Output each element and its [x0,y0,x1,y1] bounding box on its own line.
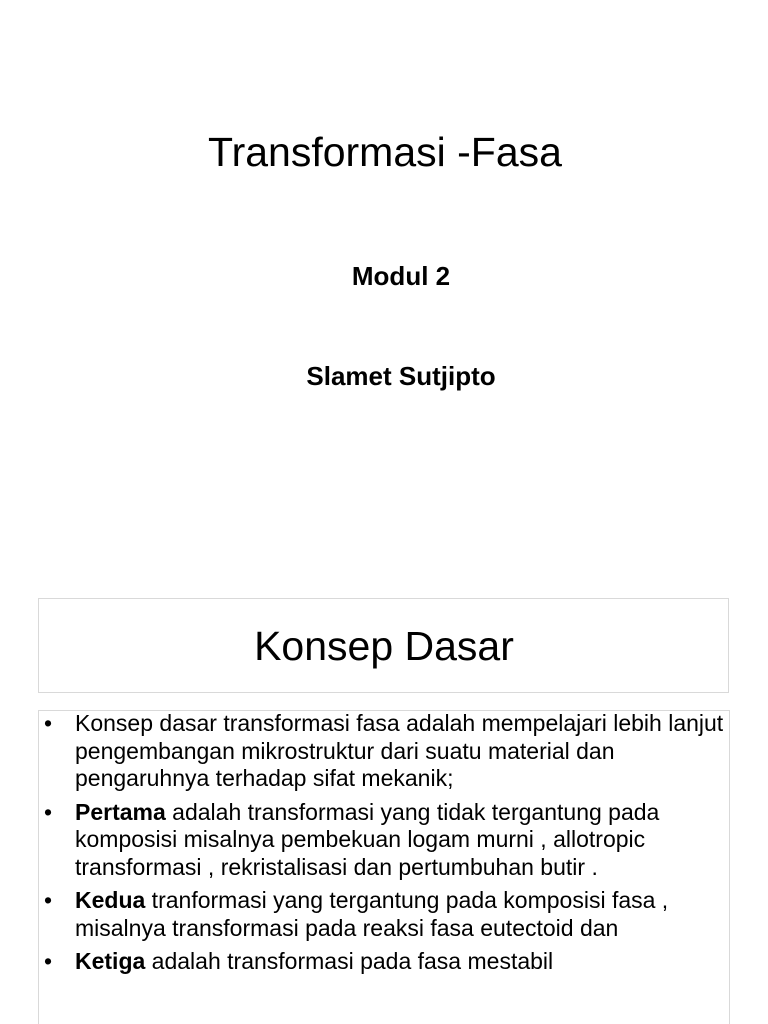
section-title: Konsep Dasar [254,623,514,669]
bullet-icon: • [44,887,53,913]
bullet-icon: • [44,710,53,736]
bullet-text: Konsep dasar transformasi fasa adalah mempelajari lebih lanjut pengembangan mikrostruktur dari suatu material dan pengaruhnya terhadap sifat mekanik; [75,710,724,791]
slide-title: Transformasi -Fasa [208,129,562,175]
bullet-text: adalah transformasi pada fasa mestabil [145,948,554,974]
bullet-text: adalah transformasi yang tidak tergantung pada komposisi misalnya pembekuan logam murni , allotropic transformasi , rekristalisasi dan pertumbuhan butir . [75,798,660,880]
author-name: Slamet Sutjipto [306,361,496,391]
bullet-lead: Pertama [75,798,166,825]
bullet-lead: Kedua [75,887,146,913]
module-label: Modul 2 [351,261,451,291]
bullet-icon: • [44,798,53,825]
bullet-icon: • [44,948,53,974]
bullet-lead: Ketiga [75,948,146,974]
bullet-item [44,948,728,976]
bullet-item [44,799,728,882]
bullet-text: tranformasi yang tergantung pada komposisi fasa , misalnya transformasi pada reaksi fasa eutectoid dan [75,887,669,941]
bullet-list [44,710,728,982]
bullet-item [44,887,728,942]
bullet-item [44,710,728,793]
